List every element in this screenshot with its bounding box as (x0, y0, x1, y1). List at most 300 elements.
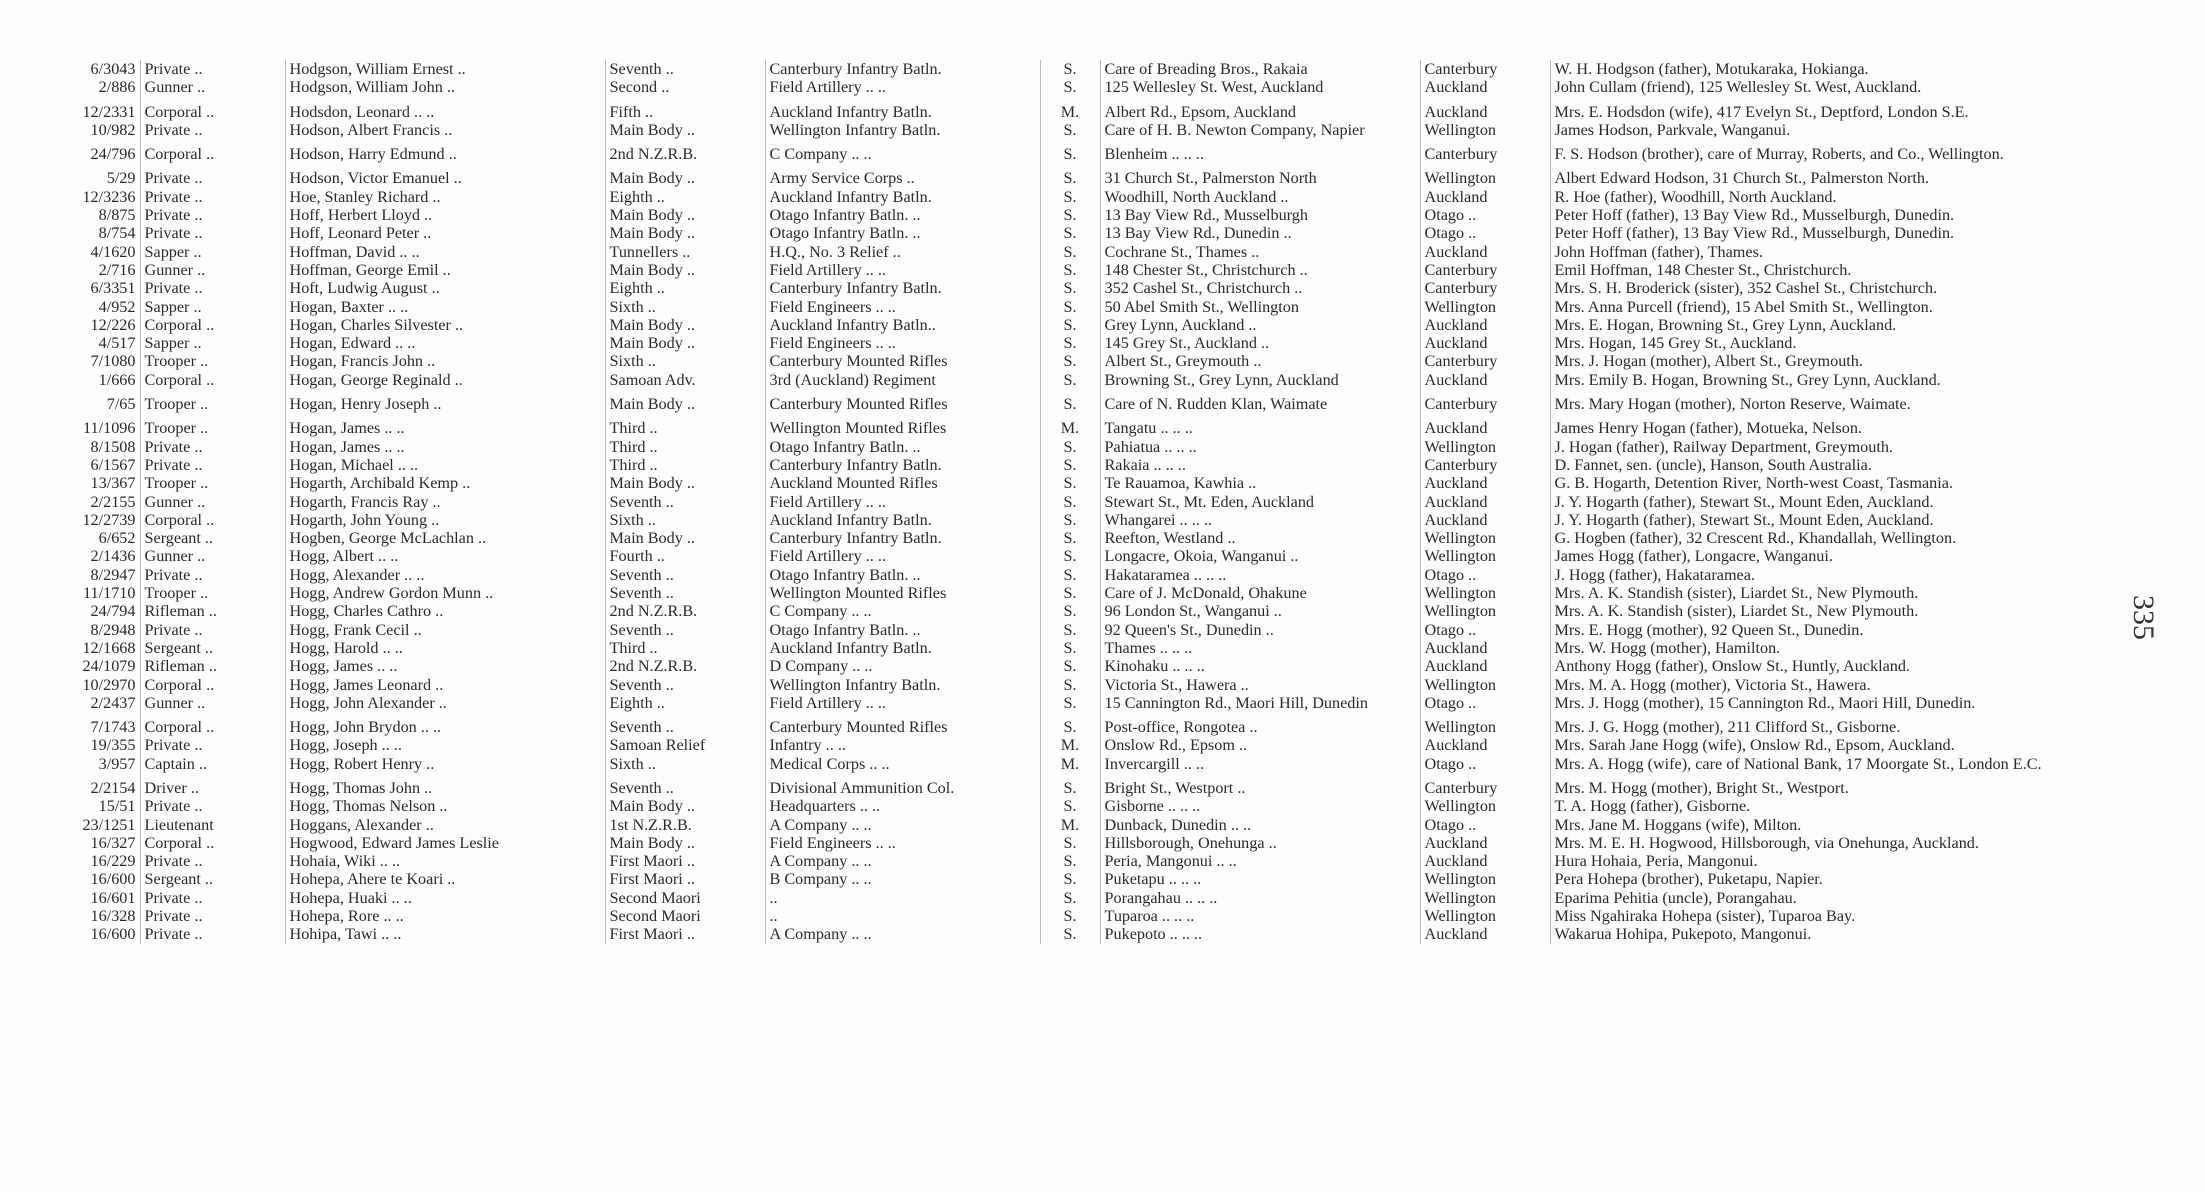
military-district: Canterbury (1420, 261, 1550, 279)
regimental-number: 13/367 (90, 474, 136, 493)
regimental-number: 16/328 (90, 907, 136, 926)
draft: Seventh .. (605, 566, 765, 584)
table-row (0, 419, 2170, 437)
marital-status: S. (1040, 279, 1100, 297)
soldier-name: Hodson, Albert Francis .. (285, 121, 605, 139)
soldier-name: Hogan, George Reginald .. (285, 371, 605, 389)
table-row (0, 121, 2170, 139)
regimental-number: 12/2331 (82, 102, 136, 121)
military-district: Auckland (1420, 736, 1550, 754)
next-of-kin: Miss Ngahiraka Hohepa (sister), Tuparoa Bay. (1550, 907, 2170, 925)
unit: D Company .. .. (765, 657, 1040, 675)
military-district: Wellington (1420, 907, 1550, 925)
soldier-name: Hogg, Thomas John .. (285, 779, 605, 797)
last-nz-address: Rakaia .. .. .. (1100, 456, 1420, 474)
regimental-number: 16/600 (90, 925, 136, 944)
rank: Private .. (140, 907, 285, 925)
regimental-number: 1/666 (98, 370, 136, 389)
next-of-kin: Mrs. S. H. Broderick (sister), 352 Cashel St., Christchurch. (1550, 279, 2170, 297)
unit: Canterbury Infantry Batln. (765, 279, 1040, 297)
last-nz-address: Stewart St., Mt. Eden, Auckland (1100, 493, 1420, 511)
draft: Third .. (605, 438, 765, 456)
marital-status: S. (1040, 889, 1100, 907)
last-nz-address: Victoria St., Hawera .. (1100, 676, 1420, 694)
soldier-name: Hohaia, Wiki .. .. (285, 852, 605, 870)
unit: Canterbury Mounted Rifles (765, 395, 1040, 413)
draft: Seventh .. (605, 621, 765, 639)
regimental-number: 4/517 (98, 334, 136, 353)
next-of-kin: J. Y. Hogarth (father), Stewart St., Mount Eden, Auckland. (1550, 493, 2170, 511)
soldier-name: Hohepa, Ahere te Koari .. (285, 870, 605, 888)
last-nz-address: 145 Grey St., Auckland .. (1100, 334, 1420, 352)
marital-status: S. (1040, 779, 1100, 797)
unit: Otago Infantry Batln. .. (765, 206, 1040, 224)
next-of-kin: Mrs. M. E. H. Hogwood, Hillsborough, via Onehunga, Auckland. (1550, 834, 2170, 852)
last-nz-address: Gisborne .. .. .. (1100, 797, 1420, 815)
rank: Captain .. (140, 755, 285, 773)
marital-status: S. (1040, 797, 1100, 815)
soldier-name: Hogg, John Alexander .. (285, 694, 605, 712)
table-row (0, 889, 2170, 907)
unit: Field Artillery .. .. (765, 261, 1040, 279)
next-of-kin: John Hoffman (father), Thames. (1550, 243, 2170, 261)
last-nz-address: 50 Abel Smith St., Wellington (1100, 298, 1420, 316)
table-row (0, 797, 2170, 815)
last-nz-address: Tuparoa .. .. .. (1100, 907, 1420, 925)
unit: Auckland Infantry Batln. (765, 511, 1040, 529)
next-of-kin: Mrs. Sarah Jane Hogg (wife), Onslow Rd., Epsom, Auckland. (1550, 736, 2170, 754)
soldier-name: Hodgson, William Ernest .. (285, 60, 605, 78)
unit: Otago Infantry Batln. .. (765, 438, 1040, 456)
last-nz-address: Blenheim .. .. .. (1100, 145, 1420, 163)
draft: Eighth .. (605, 694, 765, 712)
next-of-kin: J. Hogg (father), Hakataramea. (1550, 566, 2170, 584)
soldier-name: Hogarth, Archibald Kemp .. (285, 474, 605, 492)
unit: 3rd (Auckland) Regiment (765, 371, 1040, 389)
military-district: Auckland (1420, 103, 1550, 121)
rank: Corporal .. (140, 316, 285, 334)
last-nz-address: 96 London St., Wanganui .. (1100, 602, 1420, 620)
draft: Main Body .. (605, 206, 765, 224)
unit: Auckland Infantry Batln.. (765, 316, 1040, 334)
table-row (0, 676, 2170, 694)
soldier-name: Hohepa, Huaki .. .. (285, 889, 605, 907)
draft: Seventh .. (605, 718, 765, 736)
rank: Corporal .. (140, 718, 285, 736)
marital-status: S. (1040, 316, 1100, 334)
marital-status: S. (1040, 602, 1100, 620)
table-row (0, 736, 2170, 754)
rank: Private .. (140, 224, 285, 242)
rank: Corporal .. (140, 511, 285, 529)
marital-status: S. (1040, 243, 1100, 261)
marital-status: S. (1040, 334, 1100, 352)
military-district: Wellington (1420, 889, 1550, 907)
military-district: Wellington (1420, 602, 1550, 620)
next-of-kin: James Henry Hogan (father), Motueka, Nelson. (1550, 419, 2170, 437)
rank: Private .. (140, 169, 285, 187)
soldier-name: Hogan, Charles Silvester .. (285, 316, 605, 334)
regimental-number: 4/952 (98, 297, 136, 316)
next-of-kin: John Cullam (friend), 125 Wellesley St. West, Auckland. (1550, 78, 2170, 96)
soldier-name: Hoe, Stanley Richard .. (285, 188, 605, 206)
draft: 2nd N.Z.R.B. (605, 602, 765, 620)
table-row (0, 371, 2170, 389)
last-nz-address: Care of N. Rudden Klan, Waimate (1100, 395, 1420, 413)
table-row (0, 78, 2170, 96)
regimental-number: 10/982 (90, 120, 136, 139)
military-district: Wellington (1420, 169, 1550, 187)
rank: Rifleman .. (140, 657, 285, 675)
next-of-kin: Mrs. E. Hogg (mother), 92 Queen St., Dunedin. (1550, 621, 2170, 639)
military-district: Auckland (1420, 78, 1550, 96)
draft: Sixth .. (605, 298, 765, 316)
unit: Canterbury Infantry Batln. (765, 456, 1040, 474)
table-row (0, 60, 2170, 78)
last-nz-address: 352 Cashel St., Christchurch .. (1100, 279, 1420, 297)
military-district: Wellington (1420, 529, 1550, 547)
unit: Field Artillery .. .. (765, 547, 1040, 565)
unit: Canterbury Mounted Rifles (765, 718, 1040, 736)
soldier-name: Hogg, James Leonard .. (285, 676, 605, 694)
military-district: Otago .. (1420, 621, 1550, 639)
soldier-name: Hoggans, Alexander .. (285, 816, 605, 834)
draft: Samoan Adv. (605, 371, 765, 389)
draft: Main Body .. (605, 261, 765, 279)
military-district: Auckland (1420, 852, 1550, 870)
table-row (0, 316, 2170, 334)
draft: Third .. (605, 639, 765, 657)
draft: Main Body .. (605, 395, 765, 413)
regimental-number: 6/3351 (90, 279, 136, 298)
unit: C Company .. .. (765, 145, 1040, 163)
last-nz-address: Thames .. .. .. (1100, 639, 1420, 657)
draft: First Maori .. (605, 925, 765, 943)
marital-status: S. (1040, 511, 1100, 529)
next-of-kin: Mrs. J. G. Hogg (mother), 211 Clifford St., Gisborne. (1550, 718, 2170, 736)
draft: Main Body .. (605, 529, 765, 547)
next-of-kin: Mrs. J. Hogg (mother), 15 Cannington Rd., Maori Hill, Dunedin. (1550, 694, 2170, 712)
unit: Field Artillery .. .. (765, 694, 1040, 712)
rank: Private .. (140, 925, 285, 943)
next-of-kin: Peter Hoff (father), 13 Bay View Rd., Musselburgh, Dunedin. (1550, 206, 2170, 224)
military-district: Auckland (1420, 334, 1550, 352)
marital-status: S. (1040, 870, 1100, 888)
soldier-name: Hogben, George McLachlan .. (285, 529, 605, 547)
rank: Private .. (140, 121, 285, 139)
marital-status: S. (1040, 78, 1100, 96)
draft: Seventh .. (605, 60, 765, 78)
table-row (0, 474, 2170, 492)
last-nz-address: Kinohaku .. .. .. (1100, 657, 1420, 675)
draft: Sixth .. (605, 352, 765, 370)
draft: 2nd N.Z.R.B. (605, 657, 765, 675)
marital-status: S. (1040, 493, 1100, 511)
rank: Trooper .. (140, 474, 285, 492)
rank: Corporal .. (140, 371, 285, 389)
next-of-kin: Mrs. Hogan, 145 Grey St., Auckland. (1550, 334, 2170, 352)
table-row (0, 925, 2170, 943)
marital-status: S. (1040, 657, 1100, 675)
last-nz-address: 31 Church St., Palmerston North (1100, 169, 1420, 187)
unit: Wellington Infantry Batln. (765, 676, 1040, 694)
rank: Private .. (140, 736, 285, 754)
next-of-kin: J. Hogan (father), Railway Department, Greymouth. (1550, 438, 2170, 456)
military-district: Auckland (1420, 371, 1550, 389)
rank: Lieutenant (140, 816, 285, 834)
regimental-number: 8/2947 (90, 565, 136, 584)
soldier-name: Hogg, Robert Henry .. (285, 755, 605, 773)
rank: Private .. (140, 60, 285, 78)
unit: Headquarters .. .. (765, 797, 1040, 815)
soldier-name: Hogg, Alexander .. .. (285, 566, 605, 584)
unit: Field Engineers .. .. (765, 334, 1040, 352)
table-row (0, 334, 2170, 352)
next-of-kin: James Hogg (father), Longacre, Wanganui. (1550, 547, 2170, 565)
regimental-number: 2/1436 (90, 547, 136, 566)
unit: .. (765, 889, 1040, 907)
rank: Private .. (140, 797, 285, 815)
last-nz-address: 13 Bay View Rd., Musselburgh (1100, 206, 1420, 224)
draft: Sixth .. (605, 511, 765, 529)
military-district: Canterbury (1420, 60, 1550, 78)
next-of-kin: Hura Hohaia, Peria, Mangonui. (1550, 852, 2170, 870)
regimental-number: 5/29 (106, 169, 136, 188)
regimental-number: 24/796 (90, 145, 136, 164)
soldier-name: Hogan, James .. .. (285, 438, 605, 456)
soldier-name: Hogg, James .. .. (285, 657, 605, 675)
unit: Wellington Mounted Rifles (765, 584, 1040, 602)
last-nz-address: Albert St., Greymouth .. (1100, 352, 1420, 370)
rank: Private .. (140, 456, 285, 474)
regimental-number: 2/716 (98, 260, 136, 279)
regimental-number: 16/229 (90, 852, 136, 871)
regimental-number: 24/1079 (82, 657, 136, 676)
regimental-number: 11/1710 (83, 584, 136, 603)
marital-status: S. (1040, 169, 1100, 187)
marital-status: M. (1040, 755, 1100, 773)
draft: Eighth .. (605, 188, 765, 206)
regimental-number: 6/1567 (90, 455, 136, 474)
soldier-name: Hoff, Leonard Peter .. (285, 224, 605, 242)
soldier-name: Hodgson, William John .. (285, 78, 605, 96)
next-of-kin: W. H. Hodgson (father), Motukaraka, Hokianga. (1550, 60, 2170, 78)
unit: Auckland Infantry Batln. (765, 639, 1040, 657)
regimental-number: 2/886 (98, 78, 136, 97)
last-nz-address: Hillsborough, Onehunga .. (1100, 834, 1420, 852)
table-row (0, 547, 2170, 565)
military-district: Wellington (1420, 547, 1550, 565)
military-district: Auckland (1420, 316, 1550, 334)
table-row (0, 206, 2170, 224)
soldier-name: Hogan, Michael .. .. (285, 456, 605, 474)
unit: Otago Infantry Batln. .. (765, 621, 1040, 639)
next-of-kin: Pera Hohepa (brother), Puketapu, Napier. (1550, 870, 2170, 888)
rank: Trooper .. (140, 395, 285, 413)
table-row (0, 169, 2170, 187)
next-of-kin: Emil Hoffman, 148 Chester St., Christchurch. (1550, 261, 2170, 279)
soldier-name: Hogan, Henry Joseph .. (285, 395, 605, 413)
military-district: Auckland (1420, 925, 1550, 943)
draft: First Maori .. (605, 852, 765, 870)
draft: Main Body .. (605, 121, 765, 139)
regimental-number: 23/1251 (82, 815, 136, 834)
rank: Trooper .. (140, 584, 285, 602)
table-row (0, 584, 2170, 602)
rank: Private .. (140, 566, 285, 584)
table-row (0, 279, 2170, 297)
draft: Main Body .. (605, 334, 765, 352)
rank: Private .. (140, 621, 285, 639)
regimental-number: 2/2155 (90, 492, 136, 511)
last-nz-address: Longacre, Okoia, Wanganui .. (1100, 547, 1420, 565)
draft: Third .. (605, 456, 765, 474)
unit: A Company .. .. (765, 925, 1040, 943)
page-number: 335 (2127, 595, 2160, 640)
soldier-name: Hogg, Thomas Nelson .. (285, 797, 605, 815)
unit: H.Q., No. 3 Relief .. (765, 243, 1040, 261)
next-of-kin: Peter Hoff (father), 13 Bay View Rd., Musselburgh, Dunedin. (1550, 224, 2170, 242)
next-of-kin: T. A. Hogg (father), Gisborne. (1550, 797, 2170, 815)
table-row (0, 103, 2170, 121)
last-nz-address: Onslow Rd., Epsom .. (1100, 736, 1420, 754)
regimental-number: 7/1743 (90, 718, 136, 737)
soldier-name: Hogan, Baxter .. .. (285, 298, 605, 316)
unit: Canterbury Infantry Batln. (765, 529, 1040, 547)
soldier-name: Hodson, Harry Edmund .. (285, 145, 605, 163)
military-district: Wellington (1420, 718, 1550, 736)
last-nz-address: Albert Rd., Epsom, Auckland (1100, 103, 1420, 121)
table-row (0, 816, 2170, 834)
rank: Trooper .. (140, 352, 285, 370)
next-of-kin: Mrs. W. Hogg (mother), Hamilton. (1550, 639, 2170, 657)
unit: Field Artillery .. .. (765, 78, 1040, 96)
regimental-number: 10/2970 (82, 675, 136, 694)
marital-status: S. (1040, 621, 1100, 639)
regimental-number: 8/2948 (90, 620, 136, 639)
unit: Divisional Ammunition Col. (765, 779, 1040, 797)
marital-status: M. (1040, 419, 1100, 437)
draft: Main Body .. (605, 797, 765, 815)
next-of-kin: Mrs. A. K. Standish (sister), Liardet St., New Plymouth. (1550, 584, 2170, 602)
draft: Main Body .. (605, 834, 765, 852)
military-district: Wellington (1420, 438, 1550, 456)
soldier-name: Hogg, Charles Cathro .. (285, 602, 605, 620)
marital-status: S. (1040, 438, 1100, 456)
marital-status: S. (1040, 60, 1100, 78)
draft: Fifth .. (605, 103, 765, 121)
marital-status: M. (1040, 736, 1100, 754)
last-nz-address: 13 Bay View Rd., Dunedin .. (1100, 224, 1420, 242)
last-nz-address: Porangahau .. .. .. (1100, 889, 1420, 907)
military-district: Auckland (1420, 188, 1550, 206)
next-of-kin: Wakarua Hohipa, Pukepoto, Mangonui. (1550, 925, 2170, 943)
unit: A Company .. .. (765, 816, 1040, 834)
regimental-number: 7/65 (106, 395, 136, 414)
soldier-name: Hogg, Joseph .. .. (285, 736, 605, 754)
table-row (0, 907, 2170, 925)
next-of-kin: Mrs. Anna Purcell (friend), 15 Abel Smith St., Wellington. (1550, 298, 2170, 316)
military-district: Canterbury (1420, 352, 1550, 370)
unit: A Company .. .. (765, 852, 1040, 870)
marital-status: S. (1040, 852, 1100, 870)
unit: Wellington Infantry Batln. (765, 121, 1040, 139)
table-row (0, 438, 2170, 456)
military-district: Wellington (1420, 298, 1550, 316)
last-nz-address: Te Rauamoa, Kawhia .. (1100, 474, 1420, 492)
rank: Private .. (140, 188, 285, 206)
table-row (0, 657, 2170, 675)
unit: Field Artillery .. .. (765, 493, 1040, 511)
regimental-number: 2/2154 (90, 778, 136, 797)
next-of-kin: Mrs. Emily B. Hogan, Browning St., Grey Lynn, Auckland. (1550, 371, 2170, 389)
next-of-kin: Mrs. E. Hogan, Browning St., Grey Lynn, Auckland. (1550, 316, 2170, 334)
military-district: Otago .. (1420, 224, 1550, 242)
table-row (0, 779, 2170, 797)
next-of-kin: James Hodson, Parkvale, Wanganui. (1550, 121, 2170, 139)
last-nz-address: 92 Queen's St., Dunedin .. (1100, 621, 1420, 639)
table-row (0, 243, 2170, 261)
marital-status: S. (1040, 718, 1100, 736)
table-row (0, 395, 2170, 413)
military-district: Auckland (1420, 834, 1550, 852)
regimental-number: 7/1080 (90, 352, 136, 371)
next-of-kin: G. Hogben (father), 32 Crescent Rd., Khandallah, Wellington. (1550, 529, 2170, 547)
next-of-kin: D. Fannet, sen. (uncle), Hanson, South Australia. (1550, 456, 2170, 474)
next-of-kin: Eparima Pehitia (uncle), Porangahau. (1550, 889, 2170, 907)
next-of-kin: G. B. Hogarth, Detention River, North-west Coast, Tasmania. (1550, 474, 2170, 492)
military-district: Canterbury (1420, 145, 1550, 163)
regimental-number: 16/601 (90, 888, 136, 907)
soldier-name: Hodsdon, Leonard .. .. (285, 103, 605, 121)
soldier-name: Hoff, Herbert Lloyd .. (285, 206, 605, 224)
marital-status: S. (1040, 298, 1100, 316)
draft: Third .. (605, 419, 765, 437)
last-nz-address: Bright St., Westport .. (1100, 779, 1420, 797)
marital-status: S. (1040, 584, 1100, 602)
military-district: Canterbury (1420, 779, 1550, 797)
last-nz-address: Care of Breading Bros., Rakaia (1100, 60, 1420, 78)
unit: Canterbury Infantry Batln. (765, 60, 1040, 78)
last-nz-address: Browning St., Grey Lynn, Auckland (1100, 371, 1420, 389)
regimental-number: 16/327 (90, 833, 136, 852)
next-of-kin: Anthony Hogg (father), Onslow St., Huntly, Auckland. (1550, 657, 2170, 675)
marital-status: S. (1040, 145, 1100, 163)
military-district: Canterbury (1420, 279, 1550, 297)
table-row (0, 511, 2170, 529)
table-row (0, 639, 2170, 657)
soldier-name: Hogan, James .. .. (285, 419, 605, 437)
rank: Sergeant .. (140, 529, 285, 547)
last-nz-address: Tangatu .. .. .. (1100, 419, 1420, 437)
regimental-number: 6/3043 (90, 60, 136, 78)
draft: Second Maori (605, 889, 765, 907)
unit: Otago Infantry Batln. .. (765, 224, 1040, 242)
marital-status: S. (1040, 456, 1100, 474)
marital-status: S. (1040, 639, 1100, 657)
marital-status: S. (1040, 925, 1100, 943)
unit: Infantry .. .. (765, 736, 1040, 754)
unit: .. (765, 907, 1040, 925)
marital-status: S. (1040, 907, 1100, 925)
military-district: Otago .. (1420, 816, 1550, 834)
soldier-name: Hogg, Harold .. .. (285, 639, 605, 657)
draft: First Maori .. (605, 870, 765, 888)
regimental-number: 12/226 (90, 315, 136, 334)
draft: Tunnellers .. (605, 243, 765, 261)
last-nz-address: 125 Wellesley St. West, Auckland (1100, 78, 1420, 96)
next-of-kin: Mrs. J. Hogan (mother), Albert St., Greymouth. (1550, 352, 2170, 370)
